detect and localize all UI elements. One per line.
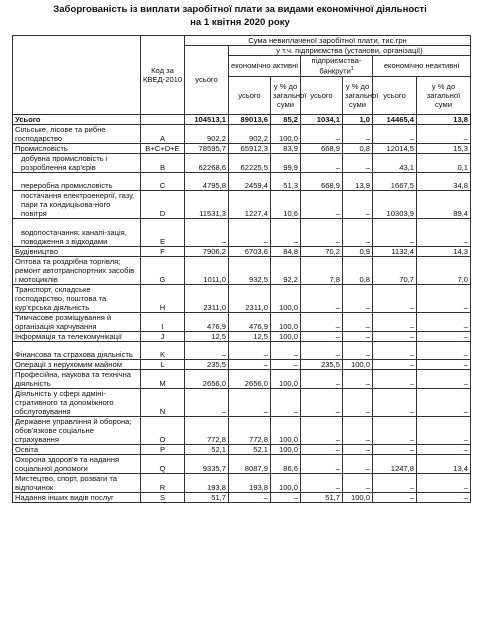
table-row bbox=[13, 341, 471, 359]
activity-label: Сільське, лісове та рибне господарство bbox=[13, 124, 141, 143]
activity-header bbox=[13, 36, 141, 115]
value-cell: – bbox=[343, 153, 373, 172]
value-cell: – bbox=[301, 388, 343, 416]
table-row bbox=[13, 312, 471, 331]
value-cell: – bbox=[373, 124, 417, 143]
value-cell: – bbox=[301, 218, 343, 246]
value-cell: 85,2 bbox=[271, 114, 301, 124]
value-cell: – bbox=[229, 218, 271, 246]
activity-label: Професійна, наукова та технічна діяльність bbox=[13, 369, 141, 388]
value-cell: – bbox=[271, 492, 301, 502]
kved-code: C bbox=[141, 172, 185, 190]
bankrupt-pct-header: у % до загальної суми bbox=[343, 76, 373, 114]
value-cell: 51,7 bbox=[185, 492, 229, 502]
value-cell: – bbox=[373, 218, 417, 246]
value-cell: – bbox=[301, 341, 343, 359]
value-cell: 8087,9 bbox=[229, 454, 271, 473]
value-cell: – bbox=[343, 416, 373, 444]
kved-code: P bbox=[141, 444, 185, 454]
value-cell: 1667,5 bbox=[373, 172, 417, 190]
value-cell: – bbox=[343, 284, 373, 312]
value-cell: 99,9 bbox=[271, 153, 301, 172]
value-cell: 51,7 bbox=[301, 492, 343, 502]
table-row bbox=[13, 256, 471, 284]
value-cell: – bbox=[229, 341, 271, 359]
value-cell: – bbox=[373, 444, 417, 454]
value-cell: 15,3 bbox=[417, 143, 471, 153]
table-row bbox=[13, 369, 471, 388]
value-cell: 0,8 bbox=[343, 256, 373, 284]
value-cell: 92,2 bbox=[271, 256, 301, 284]
activity-label: Операції з нерухомим майном bbox=[13, 359, 141, 369]
value-cell: – bbox=[417, 341, 471, 359]
value-cell: – bbox=[301, 124, 343, 143]
value-cell: – bbox=[343, 331, 373, 341]
value-cell: 0,9 bbox=[343, 246, 373, 256]
value-cell: 83,9 bbox=[271, 143, 301, 153]
value-cell: 34,8 bbox=[417, 172, 471, 190]
kved-code: E bbox=[141, 218, 185, 246]
kved-code: H bbox=[141, 284, 185, 312]
table-row bbox=[13, 246, 471, 256]
value-cell: 10303,9 bbox=[373, 190, 417, 218]
value-cell: – bbox=[417, 444, 471, 454]
value-cell: 193,8 bbox=[185, 473, 229, 492]
value-cell: 0,1 bbox=[417, 153, 471, 172]
value-cell: – bbox=[301, 331, 343, 341]
value-cell: – bbox=[229, 359, 271, 369]
value-cell: – bbox=[417, 331, 471, 341]
kved-code: R bbox=[141, 473, 185, 492]
value-cell: – bbox=[373, 492, 417, 502]
value-cell: – bbox=[417, 312, 471, 331]
kved-code bbox=[141, 114, 185, 124]
value-cell: 2656,0 bbox=[229, 369, 271, 388]
active-pct-header: у % до загальної суми bbox=[271, 76, 301, 114]
value-cell: 78595,7 bbox=[185, 143, 229, 153]
value-cell: 52,1 bbox=[185, 444, 229, 454]
including-header: у т.ч. підприємства (установи, організації) bbox=[229, 46, 471, 56]
value-cell: – bbox=[301, 312, 343, 331]
value-cell: 86,6 bbox=[271, 454, 301, 473]
value-cell: 52,1 bbox=[229, 444, 271, 454]
value-cell: – bbox=[185, 341, 229, 359]
value-cell: – bbox=[417, 359, 471, 369]
value-cell: 772,8 bbox=[229, 416, 271, 444]
table-row bbox=[13, 153, 471, 172]
value-cell: 1227,4 bbox=[229, 190, 271, 218]
table-body bbox=[13, 114, 471, 502]
kved-code: J bbox=[141, 331, 185, 341]
table-title bbox=[0, 0, 480, 29]
value-cell: 14465,4 bbox=[373, 114, 417, 124]
value-cell: 4795,8 bbox=[185, 172, 229, 190]
table-row bbox=[13, 388, 471, 416]
value-cell: – bbox=[343, 369, 373, 388]
value-cell: 100,0 bbox=[271, 369, 301, 388]
value-cell: – bbox=[373, 341, 417, 359]
value-cell: – bbox=[301, 190, 343, 218]
value-cell: 2656,0 bbox=[185, 369, 229, 388]
table-row bbox=[13, 454, 471, 473]
table-row bbox=[13, 114, 471, 124]
value-cell: 14,3 bbox=[417, 246, 471, 256]
value-cell: – bbox=[343, 190, 373, 218]
kved-code: F bbox=[141, 246, 185, 256]
value-cell: 1034,1 bbox=[301, 114, 343, 124]
value-cell: – bbox=[271, 359, 301, 369]
value-cell: – bbox=[343, 124, 373, 143]
wage-arrears-table bbox=[12, 35, 471, 503]
value-cell: – bbox=[343, 388, 373, 416]
value-cell: 10,6 bbox=[271, 190, 301, 218]
activity-label: Будівництво bbox=[13, 246, 141, 256]
value-cell: 104513,1 bbox=[185, 114, 229, 124]
value-cell: – bbox=[343, 312, 373, 331]
value-cell: – bbox=[301, 473, 343, 492]
activity-label: Інформація та телекомунікації bbox=[13, 331, 141, 341]
value-cell: – bbox=[373, 369, 417, 388]
value-cell: – bbox=[343, 218, 373, 246]
table-row bbox=[13, 444, 471, 454]
total-header: усього bbox=[185, 46, 229, 115]
activity-label: Охорона здоров'я та надання соціальної допомоги bbox=[13, 454, 141, 473]
table-row bbox=[13, 284, 471, 312]
kved-code: A bbox=[141, 124, 185, 143]
value-cell: – bbox=[417, 284, 471, 312]
kved-code: B+C+D+E bbox=[141, 143, 185, 153]
value-cell: 7,0 bbox=[417, 256, 471, 284]
activity-label: Тимчасове розміщування й організація харчування bbox=[13, 312, 141, 331]
value-cell: 62225,5 bbox=[229, 153, 271, 172]
value-cell: 902,2 bbox=[185, 124, 229, 143]
table-row bbox=[13, 492, 471, 502]
value-cell: 6703,6 bbox=[229, 246, 271, 256]
value-cell: 84,8 bbox=[271, 246, 301, 256]
value-cell: – bbox=[373, 331, 417, 341]
value-cell: 9335,7 bbox=[185, 454, 229, 473]
value-cell: 12,5 bbox=[185, 331, 229, 341]
value-cell: – bbox=[271, 341, 301, 359]
value-cell: – bbox=[373, 359, 417, 369]
value-cell: 100,0 bbox=[271, 124, 301, 143]
activity-label: постачання електроенергії, газу, пари та кондиціьова-ного повітря bbox=[13, 190, 141, 218]
activity-label: Державне управління й оборона; обов'язкове соціальне страхування bbox=[13, 416, 141, 444]
value-cell: 668,9 bbox=[301, 172, 343, 190]
value-cell: 772,8 bbox=[185, 416, 229, 444]
value-cell: – bbox=[373, 388, 417, 416]
activity-label: водопостачання; каналі-зація, поводження з відходами bbox=[13, 218, 141, 246]
table-row bbox=[13, 218, 471, 246]
value-cell: 65912,3 bbox=[229, 143, 271, 153]
value-cell: – bbox=[417, 388, 471, 416]
value-cell: – bbox=[373, 312, 417, 331]
value-cell: 100,0 bbox=[271, 312, 301, 331]
value-cell: 902,2 bbox=[229, 124, 271, 143]
inactive-total-header: усього bbox=[373, 76, 417, 114]
bankrupt-footnote-mark: 1 bbox=[350, 66, 354, 72]
activity-label: Мистецтво, спорт, розваги та відпочинок bbox=[13, 473, 141, 492]
table-row bbox=[13, 143, 471, 153]
value-cell: – bbox=[373, 473, 417, 492]
value-cell: 2459,4 bbox=[229, 172, 271, 190]
value-cell: 100,0 bbox=[343, 359, 373, 369]
kved-code: O bbox=[141, 416, 185, 444]
value-cell: 100,0 bbox=[271, 416, 301, 444]
value-cell: – bbox=[417, 218, 471, 246]
value-cell: – bbox=[185, 388, 229, 416]
value-cell: – bbox=[271, 388, 301, 416]
value-cell: 193,8 bbox=[229, 473, 271, 492]
value-cell: – bbox=[301, 369, 343, 388]
value-cell: 100,0 bbox=[271, 473, 301, 492]
value-cell: – bbox=[301, 284, 343, 312]
activity-label: Діяльність у сфері адміні-стративного та допоміжного обслуговування bbox=[13, 388, 141, 416]
value-cell: – bbox=[417, 124, 471, 143]
value-cell: 43,1 bbox=[373, 153, 417, 172]
value-cell: 2311,0 bbox=[185, 284, 229, 312]
table-row bbox=[13, 416, 471, 444]
value-cell: 70,2 bbox=[301, 246, 343, 256]
bankrupt-total-header: усього bbox=[301, 76, 343, 114]
kved-code: S bbox=[141, 492, 185, 502]
value-cell: 11531,3 bbox=[185, 190, 229, 218]
table-row bbox=[13, 172, 471, 190]
code-header: Код за КВЕД-2010 bbox=[141, 36, 185, 115]
activity-label: Оптова та роздрібна торгівля; ремонт автотранспортних засобів і мотоциклів bbox=[13, 256, 141, 284]
kved-code: I bbox=[141, 312, 185, 331]
table-header bbox=[13, 36, 471, 115]
kved-code: L bbox=[141, 359, 185, 369]
title-line-1: Заборгованість із виплати заробітної плати за видами економічної діяльності bbox=[53, 4, 427, 15]
value-cell: – bbox=[301, 454, 343, 473]
value-cell: 668,9 bbox=[301, 143, 343, 153]
value-cell: – bbox=[343, 341, 373, 359]
value-cell: 100,0 bbox=[271, 284, 301, 312]
value-cell: 100,0 bbox=[271, 331, 301, 341]
title-line-2: на 1 квітня 2020 року bbox=[190, 17, 290, 28]
table-row bbox=[13, 473, 471, 492]
value-cell: – bbox=[343, 454, 373, 473]
active-header: економічно активні bbox=[229, 56, 301, 77]
activity-label: Усього bbox=[13, 114, 141, 124]
value-cell: 89013,6 bbox=[229, 114, 271, 124]
value-cell: 12014,5 bbox=[373, 143, 417, 153]
activity-label: добувна промисловість і розроблення кар'єрів bbox=[13, 153, 141, 172]
kved-code: N bbox=[141, 388, 185, 416]
value-cell: 13,9 bbox=[343, 172, 373, 190]
value-cell: – bbox=[343, 473, 373, 492]
value-cell: – bbox=[301, 153, 343, 172]
value-cell: 476,9 bbox=[185, 312, 229, 331]
value-cell: 1247,8 bbox=[373, 454, 417, 473]
table-row bbox=[13, 359, 471, 369]
value-cell: 7,8 bbox=[301, 256, 343, 284]
value-cell: 1011,0 bbox=[185, 256, 229, 284]
active-total-header: усього bbox=[229, 76, 271, 114]
value-cell: – bbox=[229, 492, 271, 502]
table-row bbox=[13, 124, 471, 143]
value-cell: – bbox=[373, 284, 417, 312]
value-cell: 70,7 bbox=[373, 256, 417, 284]
value-cell: – bbox=[301, 416, 343, 444]
kved-code: M bbox=[141, 369, 185, 388]
value-cell: 51,3 bbox=[271, 172, 301, 190]
value-cell: 0,8 bbox=[343, 143, 373, 153]
value-cell: – bbox=[185, 218, 229, 246]
value-cell: – bbox=[271, 218, 301, 246]
kved-code: B bbox=[141, 153, 185, 172]
activity-label: Транспорт, складське господарство, поштова та кур'єрська діяльність bbox=[13, 284, 141, 312]
bankrupt-label: підприємства-банкрути bbox=[311, 56, 362, 76]
value-cell: – bbox=[417, 416, 471, 444]
value-cell: 100,0 bbox=[343, 492, 373, 502]
value-cell: 13,4 bbox=[417, 454, 471, 473]
value-cell: 1132,4 bbox=[373, 246, 417, 256]
table-row bbox=[13, 190, 471, 218]
activity-label: Надання інших видів послуг bbox=[13, 492, 141, 502]
kved-code: K bbox=[141, 341, 185, 359]
activity-label: Фінансова та страхова діяльність bbox=[13, 341, 141, 359]
value-cell: 62268,6 bbox=[185, 153, 229, 172]
activity-label: переробна промисловість bbox=[13, 172, 141, 190]
sum-group-header: Сума невиплаченої заробітної плати, тис.грн bbox=[185, 36, 471, 46]
value-cell: – bbox=[229, 388, 271, 416]
value-cell: – bbox=[417, 369, 471, 388]
activity-label: Промисловість bbox=[13, 143, 141, 153]
kved-code: D bbox=[141, 190, 185, 218]
value-cell: – bbox=[301, 444, 343, 454]
value-cell: – bbox=[417, 473, 471, 492]
activity-label: Освіта bbox=[13, 444, 141, 454]
value-cell: 2311,0 bbox=[229, 284, 271, 312]
kved-code: G bbox=[141, 256, 185, 284]
value-cell: 235,5 bbox=[301, 359, 343, 369]
inactive-pct-header: у % до загальної суми bbox=[417, 76, 471, 114]
value-cell: 100,0 bbox=[271, 444, 301, 454]
inactive-header: економічно неактивні bbox=[373, 56, 471, 77]
value-cell: 13,8 bbox=[417, 114, 471, 124]
value-cell: 89,4 bbox=[417, 190, 471, 218]
value-cell: – bbox=[373, 416, 417, 444]
value-cell: – bbox=[417, 492, 471, 502]
table-row bbox=[13, 331, 471, 341]
bankrupt-header bbox=[301, 56, 373, 77]
value-cell: 12,5 bbox=[229, 331, 271, 341]
kved-code: Q bbox=[141, 454, 185, 473]
value-cell: 932,5 bbox=[229, 256, 271, 284]
value-cell: 476,9 bbox=[229, 312, 271, 331]
value-cell: 7906,2 bbox=[185, 246, 229, 256]
value-cell: 1,0 bbox=[343, 114, 373, 124]
value-cell: 235,5 bbox=[185, 359, 229, 369]
value-cell: – bbox=[343, 444, 373, 454]
